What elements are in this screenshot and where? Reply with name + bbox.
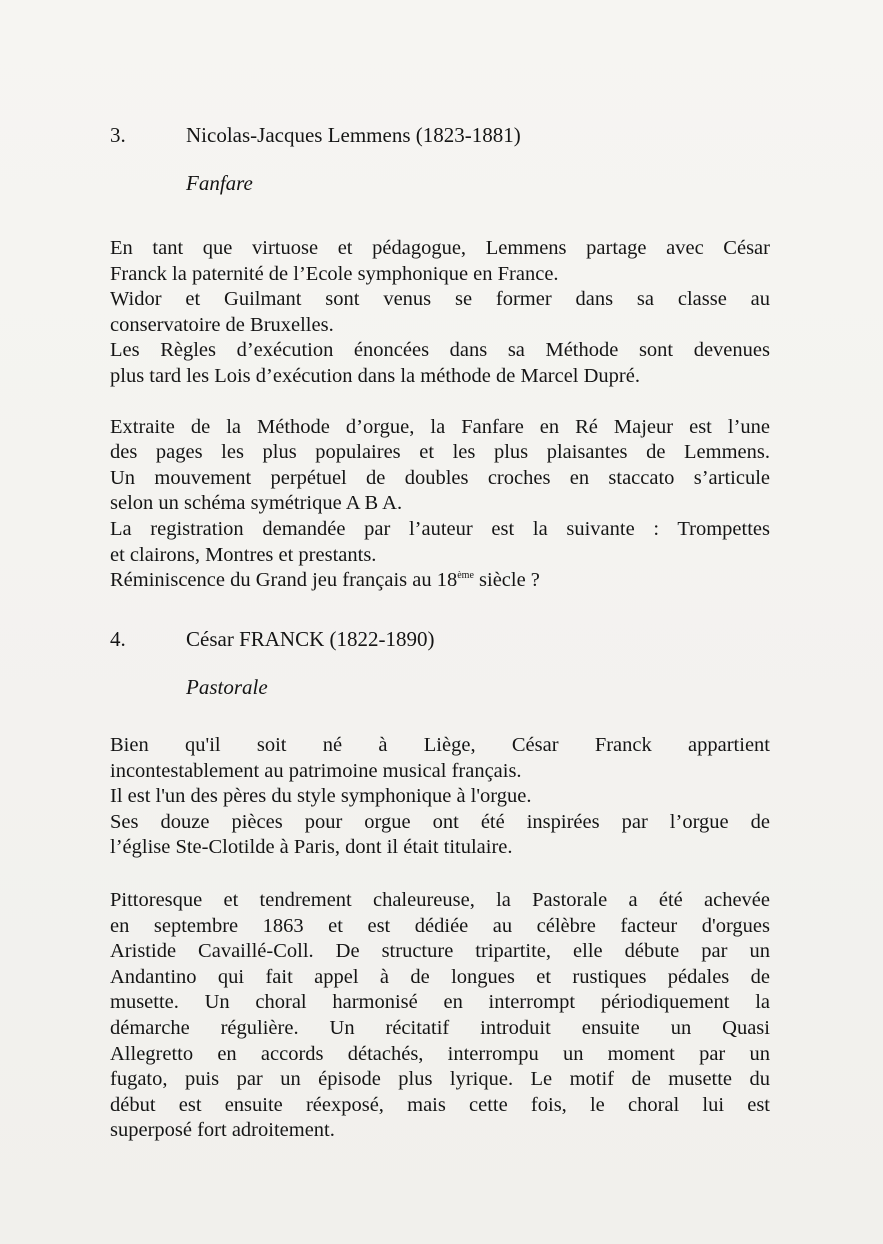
text-line: superposé fort adroitement. bbox=[110, 1119, 335, 1142]
text-line: début est ensuite réexposé, mais cette fois, le choral lui est bbox=[110, 1093, 770, 1116]
text-line: l’église Ste-Clotilde à Paris, dont il était titulaire. bbox=[110, 836, 513, 859]
text-fragment: siècle ? bbox=[473, 569, 540, 592]
text-line: Les Règles d’exécution énoncées dans sa Méthode sont devenues bbox=[110, 339, 770, 362]
section-heading bbox=[110, 122, 770, 148]
text-line bbox=[110, 568, 770, 594]
piece-title: Fanfare bbox=[186, 171, 253, 195]
text-line: Pittoresque et tendrement chaleureuse, la Pastorale a été achevée bbox=[110, 888, 770, 911]
paragraph-intro bbox=[110, 733, 770, 861]
text-line: Allegretto en accords détachés, interrompu un moment par un bbox=[110, 1042, 770, 1065]
paragraph-intro bbox=[110, 236, 770, 390]
text-line: Franck la paternité de l’Ecole symphonique en France. bbox=[110, 262, 559, 285]
text-line: Aristide Cavaillé-Coll. De structure tripartite, elle débute par un bbox=[110, 940, 770, 963]
text-line: Un mouvement perpétuel de doubles croches en staccato s’articule bbox=[110, 466, 770, 489]
section-franck bbox=[110, 626, 770, 1144]
text-line: démarche régulière. Un récitatif introduit ensuite un Quasi bbox=[110, 1016, 770, 1039]
text-line: musette. Un choral harmonisé en interrompt périodiquement la bbox=[110, 991, 770, 1014]
text-line: incontestablement au patrimoine musical français. bbox=[110, 759, 522, 782]
text-line: conservatoire de Bruxelles. bbox=[110, 313, 334, 336]
section-heading bbox=[110, 626, 770, 652]
text-line: En tant que virtuose et pédagogue, Lemmens partage avec César bbox=[110, 237, 770, 259]
text-line: des pages les plus populaires et les plus plaisantes de Lemmens. bbox=[110, 441, 770, 464]
text-line: Andantino qui fait appel à de longues et rustiques pédales de bbox=[110, 965, 770, 988]
section-lemmens bbox=[110, 122, 770, 594]
section-number: 3. bbox=[110, 123, 126, 147]
section-number: 4. bbox=[110, 627, 126, 651]
text-line: La registration demandée par l’auteur est la suivante : Trompettes bbox=[110, 517, 770, 540]
text-line: fugato, puis par un épisode plus lyrique. Le motif de musette du bbox=[110, 1068, 770, 1091]
text-line: en septembre 1863 et est dédiée au célèbre facteur d'orgues bbox=[110, 914, 770, 937]
text-line: plus tard les Lois d’exécution dans la méthode de Marcel Dupré. bbox=[110, 364, 640, 387]
composer-name: César FRANCK (1822-1890) bbox=[186, 627, 435, 651]
text-fragment: Réminiscence du Grand jeu français au 18 bbox=[110, 569, 458, 592]
piece-title: Pastorale bbox=[186, 675, 268, 699]
text-line: Ses douze pièces pour orgue ont été inspirées par l’orgue de bbox=[110, 810, 770, 833]
superscript: ème bbox=[457, 570, 474, 582]
composer-name: Nicolas-Jacques Lemmens (1823-1881) bbox=[186, 123, 521, 147]
text-line: Widor et Guilmant sont venus se former dans sa classe au bbox=[110, 288, 770, 311]
text-line: Extraite de la Méthode d’orgue, la Fanfare en Ré Majeur est l’une bbox=[110, 415, 770, 438]
text-line: selon un schéma symétrique A B A. bbox=[110, 492, 403, 515]
text-line: et clairons, Montres et prestants. bbox=[110, 543, 377, 566]
text-line: Bien qu'il soit né à Liège, César Franck appartient bbox=[110, 734, 770, 756]
text-line: Il est l'un des pères du style symphonique à l'orgue. bbox=[110, 785, 532, 808]
paragraph-description bbox=[110, 415, 770, 594]
paragraph-description bbox=[110, 888, 770, 1144]
